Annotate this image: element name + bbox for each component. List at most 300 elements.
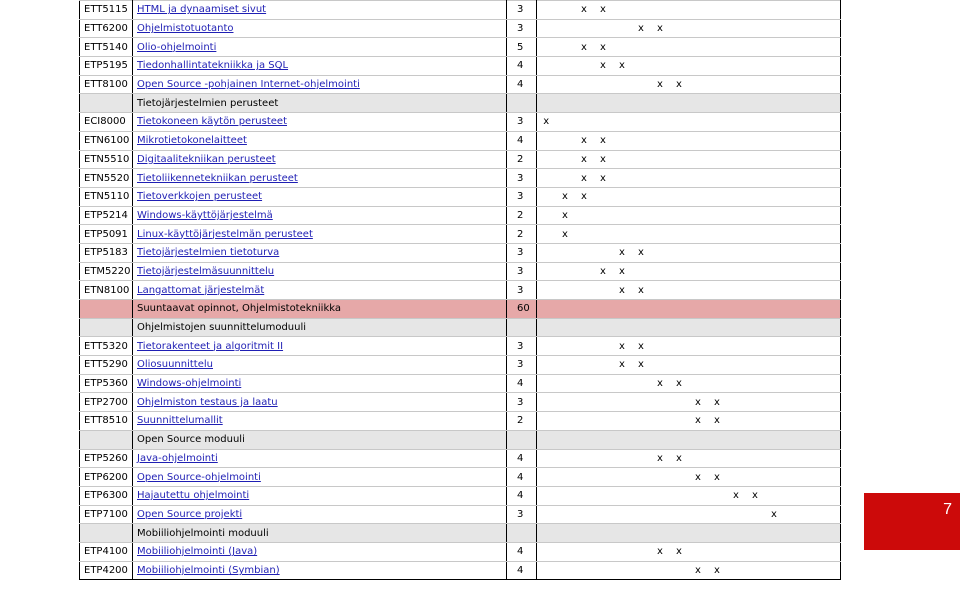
period-mark <box>727 468 746 487</box>
section-row <box>80 318 841 337</box>
course-name-cell <box>133 131 507 150</box>
period-mark <box>575 468 594 487</box>
period-mark <box>746 356 765 375</box>
credits: 2 <box>507 412 537 431</box>
period-mark <box>708 542 727 561</box>
course-name-link[interactable]: Open Source -pohjainen Internet-ohjelmointi <box>137 79 360 91</box>
period-mark <box>594 449 613 468</box>
period-mark: x <box>765 505 784 524</box>
period-mark <box>689 187 708 206</box>
period-mark <box>727 169 746 188</box>
period-mark <box>689 374 708 393</box>
period-mark <box>784 449 841 468</box>
period-mark <box>594 505 613 524</box>
period-mark <box>708 187 727 206</box>
period-mark <box>765 412 784 431</box>
course-code: ETN5520 <box>80 169 133 188</box>
period-mark <box>632 412 651 431</box>
period-mark <box>784 337 841 356</box>
period-mark <box>727 1 746 20</box>
period-mark <box>632 486 651 505</box>
period-mark: x <box>575 150 594 169</box>
period-mark <box>594 187 613 206</box>
course-name-cell <box>133 505 507 524</box>
period-mark <box>556 374 575 393</box>
period-mark <box>613 1 632 20</box>
section-row <box>80 430 841 449</box>
period-mark <box>556 356 575 375</box>
period-mark <box>556 412 575 431</box>
period-mark <box>727 393 746 412</box>
course-code: ETP5260 <box>80 449 133 468</box>
period-mark <box>765 150 784 169</box>
course-name-link[interactable]: Mikrotietokonelaitteet <box>137 135 247 147</box>
course-name-link[interactable]: Linux-käyttöjärjestelmän perusteet <box>137 228 313 240</box>
period-mark <box>670 131 689 150</box>
course-code <box>80 300 133 319</box>
course-name-cell <box>133 187 507 206</box>
period-mark <box>784 19 841 38</box>
period-mark <box>632 94 651 113</box>
period-mark <box>556 94 575 113</box>
period-mark <box>575 318 594 337</box>
period-mark <box>613 524 632 543</box>
period-mark: x <box>594 169 613 188</box>
period-mark <box>670 281 689 300</box>
section-title: Tietojärjestelmien perusteet <box>133 94 507 113</box>
period-mark <box>575 524 594 543</box>
period-mark: x <box>746 486 765 505</box>
course-code: ETP6200 <box>80 468 133 487</box>
course-code: ETP4200 <box>80 561 133 580</box>
course-name-cell <box>133 150 507 169</box>
period-mark <box>575 262 594 281</box>
course-name-cell <box>133 393 507 412</box>
period-mark <box>727 225 746 244</box>
table-row <box>80 486 841 505</box>
credits: 4 <box>507 75 537 94</box>
course-name-link[interactable]: Ohjelmistotuotanto <box>137 23 234 35</box>
period-mark <box>613 75 632 94</box>
period-mark <box>594 468 613 487</box>
period-mark <box>765 131 784 150</box>
period-mark <box>670 243 689 262</box>
period-mark <box>575 75 594 94</box>
period-mark <box>727 318 746 337</box>
credits <box>507 430 537 449</box>
period-mark <box>708 113 727 132</box>
period-mark <box>537 262 556 281</box>
period-mark <box>670 486 689 505</box>
period-mark <box>727 19 746 38</box>
period-mark <box>651 243 670 262</box>
course-code: ETM5220 <box>80 262 133 281</box>
period-mark <box>708 281 727 300</box>
period-mark <box>613 374 632 393</box>
period-mark <box>632 187 651 206</box>
period-mark <box>689 75 708 94</box>
period-mark: x <box>613 281 632 300</box>
credits: 3 <box>507 337 537 356</box>
course-name-cell <box>133 169 507 188</box>
course-name-link[interactable]: Tiedonhallintatekniikka ja SQL <box>137 60 289 72</box>
period-mark <box>594 356 613 375</box>
course-code: ETT5320 <box>80 337 133 356</box>
period-mark <box>537 300 556 319</box>
period-mark: x <box>670 449 689 468</box>
period-mark <box>651 57 670 76</box>
period-mark <box>670 150 689 169</box>
period-mark: x <box>632 356 651 375</box>
period-mark <box>556 542 575 561</box>
course-name-cell <box>133 468 507 487</box>
period-mark <box>670 337 689 356</box>
course-code: ETN8100 <box>80 281 133 300</box>
period-mark <box>575 449 594 468</box>
period-mark <box>670 1 689 20</box>
period-mark <box>575 281 594 300</box>
period-mark <box>537 75 556 94</box>
period-mark <box>746 225 765 244</box>
period-mark <box>689 318 708 337</box>
period-mark <box>594 430 613 449</box>
course-name-link[interactable]: Oliosuunnittelu <box>137 359 213 371</box>
period-mark <box>670 262 689 281</box>
period-mark <box>765 449 784 468</box>
course-name-cell <box>133 57 507 76</box>
period-mark <box>689 281 708 300</box>
period-mark <box>537 38 556 57</box>
period-mark: x <box>613 356 632 375</box>
period-mark <box>689 206 708 225</box>
credits: 3 <box>507 1 537 20</box>
period-mark <box>556 486 575 505</box>
period-mark <box>537 281 556 300</box>
period-mark <box>689 225 708 244</box>
period-mark <box>651 206 670 225</box>
period-mark <box>556 131 575 150</box>
credits: 4 <box>507 57 537 76</box>
course-name-cell <box>133 281 507 300</box>
course-name-link[interactable]: Open Source projekti <box>137 508 243 520</box>
period-mark <box>746 206 765 225</box>
period-mark <box>613 318 632 337</box>
course-name-link[interactable]: Suunnittelumallit <box>137 415 223 427</box>
course-name-link[interactable]: Tietoliikennetekniikan perusteet <box>137 172 298 184</box>
period-mark <box>575 300 594 319</box>
period-mark <box>727 262 746 281</box>
period-mark <box>651 94 670 113</box>
course-name-link[interactable]: Windows-käyttöjärjestelmä <box>137 209 273 221</box>
period-mark <box>651 468 670 487</box>
course-name-link[interactable]: Hajautettu ohjelmointi <box>137 490 250 502</box>
period-mark <box>613 225 632 244</box>
period-mark <box>670 300 689 319</box>
period-mark <box>651 187 670 206</box>
period-mark <box>689 356 708 375</box>
period-mark <box>670 505 689 524</box>
period-mark <box>784 1 841 20</box>
course-name-cell <box>133 38 507 57</box>
period-mark: x <box>708 393 727 412</box>
period-mark <box>727 430 746 449</box>
period-mark <box>632 393 651 412</box>
course-name-link[interactable]: Langattomat järjestelmät <box>137 284 265 296</box>
course-name-link[interactable]: Tietokoneen käytön perusteet <box>137 116 288 128</box>
course-name-cell <box>133 449 507 468</box>
course-name-link[interactable]: Mobiiliohjelmointi (Java) <box>137 546 258 558</box>
period-mark <box>632 75 651 94</box>
period-mark: x <box>613 243 632 262</box>
period-mark <box>765 262 784 281</box>
period-mark <box>594 412 613 431</box>
period-mark: x <box>651 542 670 561</box>
period-mark: x <box>651 19 670 38</box>
period-mark <box>537 412 556 431</box>
period-mark <box>651 430 670 449</box>
period-mark <box>784 94 841 113</box>
period-mark <box>670 225 689 244</box>
course-code: ECI8000 <box>80 113 133 132</box>
course-code: ETP6300 <box>80 486 133 505</box>
period-mark <box>632 113 651 132</box>
period-mark <box>689 505 708 524</box>
period-mark: x <box>594 150 613 169</box>
period-mark <box>784 281 841 300</box>
table-row <box>80 150 841 169</box>
period-mark <box>746 412 765 431</box>
period-mark <box>727 337 746 356</box>
period-mark <box>537 524 556 543</box>
course-name-link[interactable]: Tietojärjestelmäsuunnittelu <box>137 265 275 277</box>
period-mark <box>632 505 651 524</box>
period-mark <box>537 243 556 262</box>
course-name-cell <box>133 75 507 94</box>
period-mark <box>784 150 841 169</box>
course-name-link[interactable]: Windows-ohjelmointi <box>137 378 242 390</box>
period-mark <box>727 57 746 76</box>
period-mark <box>670 393 689 412</box>
period-mark <box>746 542 765 561</box>
credits <box>507 318 537 337</box>
period-mark: x <box>556 206 575 225</box>
period-mark <box>746 468 765 487</box>
credits: 4 <box>507 486 537 505</box>
period-mark <box>575 19 594 38</box>
period-mark <box>556 449 575 468</box>
table-row <box>80 131 841 150</box>
period-mark <box>727 561 746 580</box>
period-mark <box>689 262 708 281</box>
period-mark <box>784 524 841 543</box>
course-name-link[interactable]: Digitaalitekniikan perusteet <box>137 153 276 165</box>
period-mark: x <box>594 131 613 150</box>
period-mark <box>613 412 632 431</box>
period-mark <box>613 468 632 487</box>
course-code: ETN5510 <box>80 150 133 169</box>
period-mark <box>613 393 632 412</box>
period-mark <box>670 468 689 487</box>
period-mark <box>746 281 765 300</box>
section-title: Open Source moduuli <box>133 430 507 449</box>
period-mark <box>727 113 746 132</box>
period-mark <box>765 430 784 449</box>
period-mark <box>784 356 841 375</box>
period-mark: x <box>556 187 575 206</box>
course-code: ETP5214 <box>80 206 133 225</box>
period-mark: x <box>594 262 613 281</box>
course-name-cell <box>133 337 507 356</box>
course-code: ETP2700 <box>80 393 133 412</box>
period-mark <box>765 57 784 76</box>
table-row <box>80 374 841 393</box>
course-code: ETP5360 <box>80 374 133 393</box>
course-name-link[interactable]: Tietojärjestelmien tietoturva <box>137 247 280 259</box>
curriculum-table-wrapper <box>79 0 839 580</box>
period-mark <box>651 318 670 337</box>
period-mark <box>632 561 651 580</box>
period-mark <box>727 206 746 225</box>
period-mark <box>537 1 556 20</box>
period-mark <box>689 337 708 356</box>
course-name-link[interactable]: HTML ja dynaamiset sivut <box>137 4 267 16</box>
period-mark <box>632 468 651 487</box>
period-mark <box>689 169 708 188</box>
course-name-cell <box>133 542 507 561</box>
period-mark <box>670 412 689 431</box>
credits: 4 <box>507 561 537 580</box>
period-mark <box>632 225 651 244</box>
period-mark <box>613 542 632 561</box>
table-row <box>80 187 841 206</box>
table-row <box>80 412 841 431</box>
period-mark <box>670 19 689 38</box>
course-name-link[interactable]: Open Source-ohjelmointi <box>137 471 261 483</box>
period-mark <box>689 486 708 505</box>
period-mark <box>765 337 784 356</box>
period-mark <box>537 57 556 76</box>
period-mark <box>575 243 594 262</box>
period-mark: x <box>575 38 594 57</box>
course-name-link[interactable]: Tietoverkkojen perusteet <box>137 191 263 203</box>
course-name-link[interactable]: Java-ohjelmointi <box>137 452 218 464</box>
period-mark <box>651 38 670 57</box>
period-mark: x <box>670 542 689 561</box>
period-mark <box>556 262 575 281</box>
period-mark <box>689 57 708 76</box>
period-mark: x <box>708 561 727 580</box>
period-mark <box>746 38 765 57</box>
period-mark <box>651 486 670 505</box>
period-mark <box>727 187 746 206</box>
period-mark <box>765 1 784 20</box>
period-mark <box>784 57 841 76</box>
period-mark <box>746 57 765 76</box>
course-name-cell <box>133 206 507 225</box>
credits: 4 <box>507 468 537 487</box>
course-name-cell <box>133 486 507 505</box>
table-row <box>80 38 841 57</box>
period-mark <box>632 169 651 188</box>
period-mark <box>689 524 708 543</box>
period-mark <box>537 225 556 244</box>
course-name-link[interactable]: Tietorakenteet ja algoritmit II <box>137 340 284 352</box>
period-mark: x <box>632 19 651 38</box>
period-mark: x <box>689 412 708 431</box>
period-mark <box>613 561 632 580</box>
period-mark <box>765 169 784 188</box>
period-mark <box>784 374 841 393</box>
period-mark <box>556 561 575 580</box>
period-mark <box>708 486 727 505</box>
table-row <box>80 206 841 225</box>
period-mark <box>537 169 556 188</box>
period-mark <box>765 38 784 57</box>
course-code: ETN6100 <box>80 131 133 150</box>
period-mark <box>708 19 727 38</box>
course-code: ETT5290 <box>80 356 133 375</box>
period-mark <box>708 430 727 449</box>
section-row <box>80 524 841 543</box>
period-mark <box>708 524 727 543</box>
course-name-link[interactable]: Ohjelmiston testaus ja laatu <box>137 396 278 408</box>
period-mark: x <box>670 374 689 393</box>
period-mark <box>632 38 651 57</box>
table-row <box>80 505 841 524</box>
period-mark <box>689 150 708 169</box>
period-mark: x <box>575 187 594 206</box>
period-mark: x <box>613 57 632 76</box>
period-mark <box>537 449 556 468</box>
period-mark <box>727 75 746 94</box>
course-name-cell <box>133 113 507 132</box>
course-name-link[interactable]: Olio-ohjelmointi <box>137 41 217 53</box>
period-mark <box>594 281 613 300</box>
period-mark <box>784 75 841 94</box>
credits: 3 <box>507 393 537 412</box>
period-mark <box>556 113 575 132</box>
period-mark <box>689 449 708 468</box>
section-row <box>80 94 841 113</box>
period-mark <box>765 206 784 225</box>
period-mark <box>746 113 765 132</box>
course-code: ETT8100 <box>80 75 133 94</box>
period-mark <box>784 187 841 206</box>
course-name-cell <box>133 1 507 20</box>
period-mark <box>708 374 727 393</box>
period-mark <box>708 1 727 20</box>
course-name-link[interactable]: Mobiiliohjelmointi (Symbian) <box>137 564 280 576</box>
period-mark <box>556 75 575 94</box>
period-mark <box>708 356 727 375</box>
total-label: Suuntaavat opinnot, Ohjelmistotekniikka <box>133 300 507 319</box>
period-mark <box>556 150 575 169</box>
period-mark <box>765 75 784 94</box>
period-mark: x <box>689 561 708 580</box>
period-mark <box>784 468 841 487</box>
course-code <box>80 524 133 543</box>
credits: 3 <box>507 262 537 281</box>
course-name-cell <box>133 243 507 262</box>
table-row <box>80 19 841 38</box>
period-mark <box>708 449 727 468</box>
course-code: ETT5115 <box>80 1 133 20</box>
period-mark <box>746 94 765 113</box>
period-mark <box>594 75 613 94</box>
period-mark <box>765 318 784 337</box>
period-mark <box>708 337 727 356</box>
course-code: ETP5195 <box>80 57 133 76</box>
